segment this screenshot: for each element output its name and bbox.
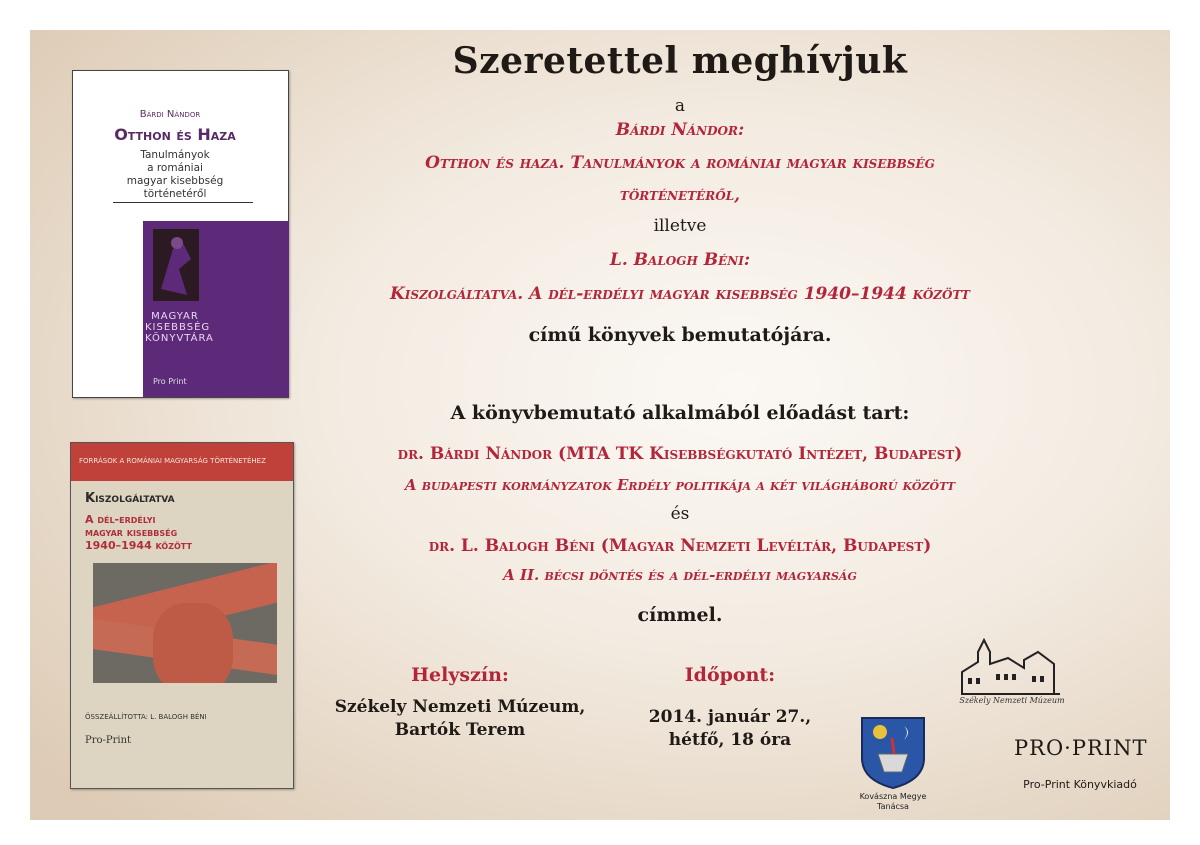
book1-title-line1: Otthon és haza. Tanulmányok a romániai magyar kisebbség: [425, 153, 935, 173]
venue-line2: Bartók Terem: [394, 720, 526, 740]
article-a: a: [674, 96, 686, 116]
book2-title: Kiszolgáltatva. A dél-erdélyi magyar kisebbség 1940–1944 között: [390, 284, 970, 304]
cover1-series: [145, 311, 214, 344]
cover2-sub-2: magyar kisebbség: [85, 526, 178, 539]
time-label: Időpont:: [684, 664, 776, 686]
museum-logo: [958, 638, 1064, 698]
venue-label: Helyszín:: [411, 664, 509, 686]
books-presentation-line: című könyvek bemutatójára.: [528, 324, 832, 346]
cover1-sub-1: Tanulmányok: [140, 149, 210, 161]
speaker1: dr. Bárdi Nándor (MTA TK Kisebbségkutató Intézet, Budapest): [397, 444, 963, 464]
proprint-caption: Pro-Print Könyvkiadó: [1023, 778, 1137, 791]
county-crest-icon: [858, 714, 928, 790]
invitation-heading: Szeretettel meghívjuk: [452, 40, 908, 82]
venue-value: [300, 696, 620, 742]
cover1-series-3: KÖNYVTÁRA: [145, 333, 214, 344]
talk1-title: A budapesti kormányzatok Erdély politikája a két világháború között: [404, 476, 956, 494]
cover2-series: FORRÁSOK A ROMÁNIAI MAGYARSÁG TÖRTÉNETÉHEZ: [79, 457, 266, 465]
cover2-editor: ÖSSZEÁLLÍTOTTA: L. BALOGH BÉNI: [85, 713, 207, 721]
book1-title-line2: történetéről,: [619, 185, 741, 205]
proprint-logo: PRO·PRINT: [1014, 736, 1148, 760]
cover1-series-1: MAGYAR: [151, 311, 199, 322]
cover1-sub-3: magyar kisebbség: [126, 175, 224, 187]
word-cimmel: címmel.: [637, 604, 723, 626]
cover1-series-2: KISEBBSÉG: [145, 322, 211, 333]
cover1-author: Bárdi Nándor: [139, 109, 201, 120]
venue-line1: Székely Nemzeti Múzeum,: [334, 697, 586, 717]
county-caption-1: Kovászna Megye: [859, 792, 927, 801]
book1-author: Bárdi Nándor:: [615, 120, 745, 140]
time-line1: 2014. január 27.,: [648, 707, 812, 727]
speaker2: dr. L. Balogh Béni (Magyar Nemzeti Levéltár, Budapest): [428, 536, 932, 556]
county-caption-2: Tanácsa: [877, 802, 909, 811]
cover1-sub-2: a romániai: [147, 162, 203, 174]
cover1-artwork: [153, 229, 199, 301]
cover2-sub-1: A dél-erdélyi: [85, 513, 156, 526]
time-value: [620, 706, 840, 752]
cover1-rule: [113, 202, 253, 203]
cover2-publisher: Pro-Print: [85, 735, 132, 746]
talk2-title: A II. bécsi döntés és a dél-erdélyi magyarság: [503, 566, 857, 584]
word-es: és: [670, 504, 690, 524]
book2-author: L. Balogh Béni:: [609, 250, 751, 270]
cover1-subtitle: [97, 149, 253, 201]
cover2-sub-3: 1940–1944 között: [85, 539, 192, 552]
lecture-intro: A könyvbemutató alkalmából előadást tart:: [450, 402, 910, 424]
cover2-map-image: [93, 563, 277, 683]
cover2-title: Kiszolgáltatva: [85, 491, 175, 506]
invitation-poster: [30, 30, 1170, 820]
word-illetve: illetve: [653, 216, 707, 236]
cover1-title: Otthon és Haza: [114, 125, 236, 144]
county-caption: [838, 792, 948, 812]
museum-caption: Székely Nemzeti Múzeum: [959, 696, 1065, 705]
book-cover-otthon-es-haza: [72, 70, 289, 398]
book-cover-kiszolgaltatva: [70, 442, 294, 789]
cover1-publisher: Pro Print: [153, 377, 187, 386]
cover1-sub-4: történetéről: [143, 188, 207, 200]
time-line2: hétfő, 18 óra: [668, 730, 792, 750]
cover2-subtitle: [85, 513, 285, 552]
